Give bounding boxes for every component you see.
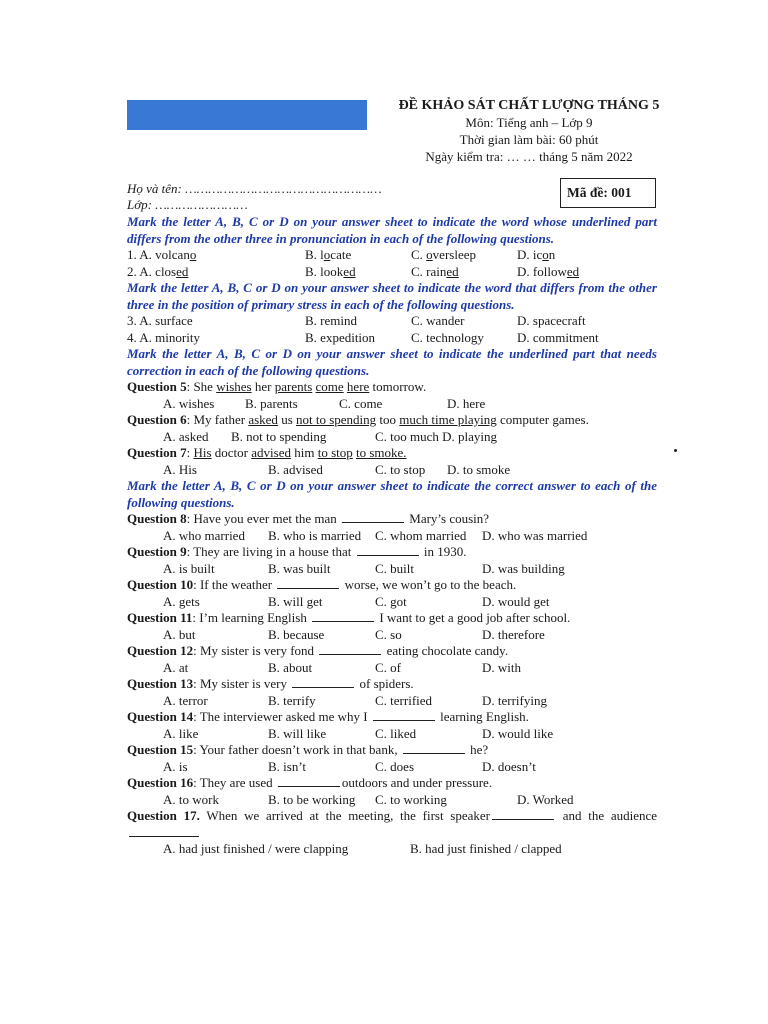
q4-a: 4. A. minority xyxy=(127,329,200,345)
question-5-stem: Question 5: She wishes her parents come here tomorrow. xyxy=(127,379,427,394)
q12-d: D. with xyxy=(482,659,521,675)
question-11-options xyxy=(127,627,657,644)
q12-a: A. at xyxy=(163,659,189,675)
q10-c: C. got xyxy=(375,593,407,609)
q9-d: D. was building xyxy=(482,560,565,576)
exam-code: Mã đề: 001 xyxy=(560,178,656,208)
question-14-stem: Question 14: The interviewer asked me why I learning English. xyxy=(127,709,529,724)
section-pronunciation: Mark the letter A, B, C or D on your answer sheet to indicate the word whose underlined part differs from the other three in pronunciation in each of the following questions. xyxy=(127,214,657,246)
question-12-stem: Question 12: My sister is very fond eating chocolate candy. xyxy=(127,643,509,658)
q2-c: C. rained xyxy=(411,263,459,279)
student-info xyxy=(127,181,382,213)
question-9-stem: Question 9: They are living in a house that in 1930. xyxy=(127,544,467,559)
section-correct-answer: Mark the letter A, B, C or D on your answer sheet to indicate the correct answer to each of the following questions. xyxy=(127,478,657,510)
question-8-stem: Question 8: Have you ever met the man Mary’s cousin? xyxy=(127,511,490,526)
q9-b: B. was built xyxy=(268,560,331,576)
exam-date: Ngày kiểm tra: … … tháng 5 năm 2022 xyxy=(425,149,633,164)
q6-a: A. asked xyxy=(163,428,209,444)
question-6-stem: Question 6: My father asked us not to spending too much time playing computer games. xyxy=(127,412,589,427)
q12-b: B. about xyxy=(268,659,313,675)
q3-c: C. wander xyxy=(411,313,465,328)
question-14-options xyxy=(127,726,657,743)
q15-a: A. is xyxy=(163,758,188,774)
q13-d: D. terrifying xyxy=(482,692,547,708)
q5-b: B. parents xyxy=(245,395,298,411)
question-3 xyxy=(127,313,657,330)
question-8-options xyxy=(127,528,657,545)
question-13-stem: Question 13: My sister is very of spiders. xyxy=(127,676,414,691)
q11-c: C. so xyxy=(375,626,402,642)
question-17-options xyxy=(127,841,657,858)
q14-b: B. will like xyxy=(268,725,327,741)
q1-b: B. locate xyxy=(305,247,352,262)
question-2 xyxy=(127,264,657,281)
q16-c: C. to working xyxy=(375,791,447,807)
q16-a: A. to work xyxy=(163,791,219,807)
question-9-options xyxy=(127,561,657,578)
section-correction: Mark the letter A, B, C or D on your answer sheet to indicate the underlined part that needs correction in each of the following questions. xyxy=(127,346,657,378)
question-4 xyxy=(127,330,657,347)
redacted-school-box xyxy=(127,100,367,130)
q5-d: D. here xyxy=(447,395,486,411)
q7-b: B. advised xyxy=(268,461,323,477)
question-17-stem: Question 17. When we arrived at the meeting, the first speaker and the audience xyxy=(127,808,657,841)
q9-a: A. is built xyxy=(163,560,215,576)
q6-c: C. too much D. playing xyxy=(375,428,498,444)
q17-a: A. had just finished / were clapping xyxy=(163,841,349,856)
q16-b: B. to be working xyxy=(268,791,356,807)
q1-d: D. icon xyxy=(517,247,556,262)
question-10-options xyxy=(127,594,657,611)
q6-b: B. not to spending xyxy=(231,428,327,444)
q10-b: B. will get xyxy=(268,593,323,609)
q11-b: B. because xyxy=(268,626,325,642)
q1-c: C. oversleep xyxy=(411,247,476,262)
q14-a: A. like xyxy=(163,725,199,741)
q8-b: B. who is married xyxy=(268,527,362,543)
q15-d: D. doesn’t xyxy=(482,758,536,774)
q3-d: D. spacecraft xyxy=(517,313,586,328)
q3-a: 3. A. surface xyxy=(127,313,193,328)
q14-c: C. liked xyxy=(375,725,417,741)
q14-d: D. would like xyxy=(482,725,554,741)
q17-b: B. had just finished / clapped xyxy=(410,841,562,856)
question-11-stem: Question 11: I’m learning English I want to get a good job after school. xyxy=(127,610,571,625)
exam-header xyxy=(398,97,660,165)
q16-d: D. Worked xyxy=(517,791,574,807)
q5-a: A. wishes xyxy=(163,395,215,411)
question-15-options xyxy=(127,759,657,776)
exam-time: Thời gian làm bài: 60 phút xyxy=(459,132,599,147)
q11-d: D. therefore xyxy=(482,626,545,642)
question-5-options xyxy=(127,396,657,413)
q10-d: D. would get xyxy=(482,593,550,609)
question-13-options xyxy=(127,693,657,710)
q10-a: A. gets xyxy=(163,593,200,609)
q3-b: B. remind xyxy=(305,313,357,328)
question-1 xyxy=(127,247,657,264)
q8-c: C. whom married xyxy=(375,527,467,543)
stray-dot xyxy=(674,449,677,452)
q8-a: A. who married xyxy=(163,527,245,543)
q4-c: C. technology xyxy=(411,329,484,345)
q15-c: C. does xyxy=(375,758,414,774)
exam-content xyxy=(127,214,657,858)
q12-c: C. of xyxy=(375,659,401,675)
q9-c: C. built xyxy=(375,560,415,576)
question-12-options xyxy=(127,660,657,677)
section-stress: Mark the letter A, B, C or D on your answer sheet to indicate the word that differs from the other three in the position of primary stress in each of the following questions. xyxy=(127,280,657,312)
question-7-stem: Question 7: His doctor advised him to stop to smoke. xyxy=(127,445,407,460)
q4-b: B. expedition xyxy=(305,329,376,345)
q7-c: C. to stop xyxy=(375,461,426,477)
q4-d: D. commitment xyxy=(517,329,599,345)
q11-a: A. but xyxy=(163,626,196,642)
question-15-stem: Question 15: Your father doesn’t work in that bank, he? xyxy=(127,742,489,757)
name-line: Họ và tên: …………………………………………… xyxy=(127,181,382,196)
exam-subject: Môn: Tiếng anh – Lớp 9 xyxy=(465,115,593,130)
q13-b: B. terrify xyxy=(268,692,316,708)
question-16-options xyxy=(127,792,657,809)
q7-d: D. to smoke xyxy=(447,461,511,477)
question-16-stem: Question 16: They are used outdoors and under pressure. xyxy=(127,775,493,790)
q13-a: A. terror xyxy=(163,692,208,708)
exam-title: ĐỀ KHẢO SÁT CHẤT LƯỢNG THÁNG 5 xyxy=(398,98,660,113)
question-10-stem: Question 10: If the weather worse, we won’t go to the beach. xyxy=(127,577,517,592)
class-line: Lớp: …………………… xyxy=(127,197,248,212)
q2-b: B. looked xyxy=(305,263,356,279)
q7-a: A. His xyxy=(163,461,197,477)
q8-d: D. who was married xyxy=(482,527,588,543)
q5-c: C. come xyxy=(339,395,383,411)
q13-c: C. terrified xyxy=(375,692,433,708)
q1-a: 1. A. volcano xyxy=(127,247,197,262)
q15-b: B. isn’t xyxy=(268,758,307,774)
q2-d: D. followed xyxy=(517,263,580,279)
question-6-options xyxy=(127,429,657,446)
q2-a: 2. A. closed xyxy=(127,263,189,279)
question-7-options xyxy=(127,462,657,479)
